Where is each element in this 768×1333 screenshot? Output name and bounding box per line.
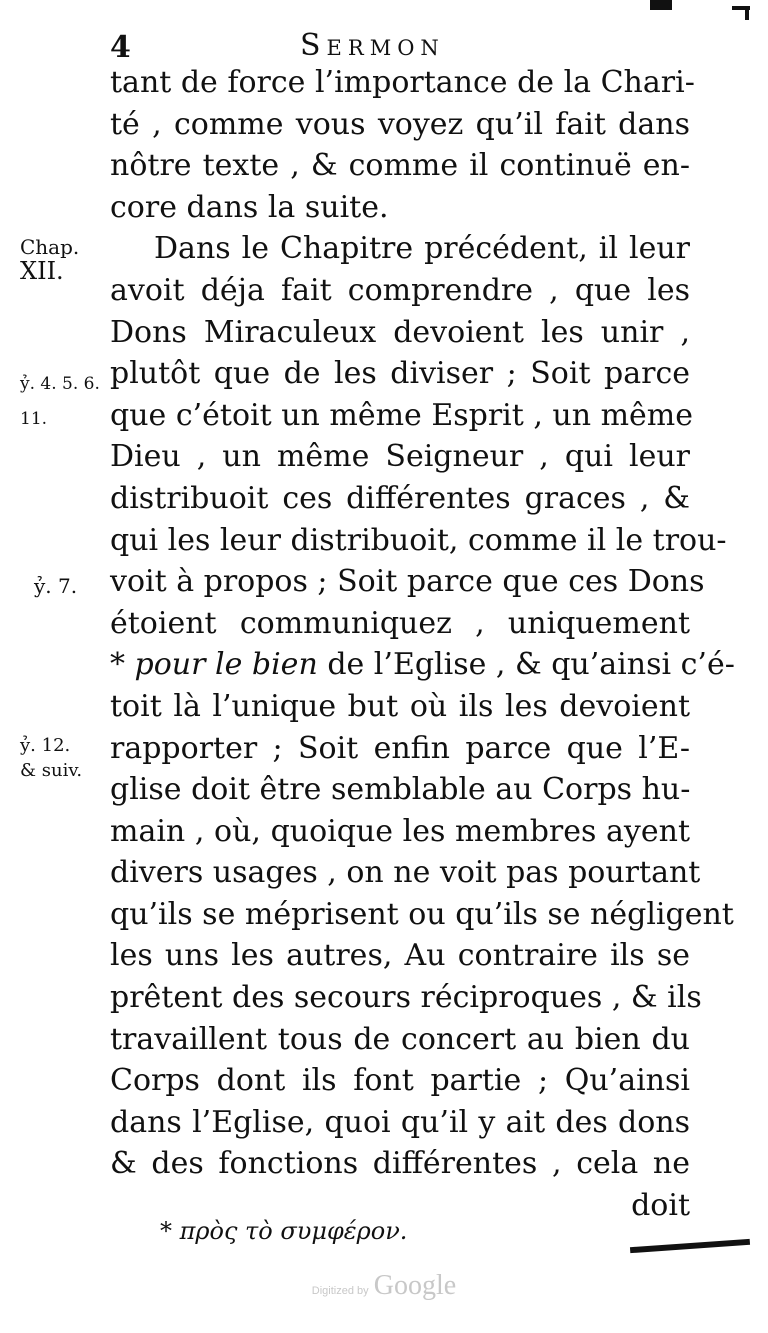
text-line: dans l’Eglise, quoi qu’il y ait des dons (110, 1104, 690, 1140)
italic-phrase: * pour le bien (110, 647, 318, 683)
catchword: doit (631, 1188, 690, 1224)
text-line: té , comme vous voyez qu’il fait dans (110, 106, 690, 142)
margin-note-chapter-number: XII. (20, 257, 64, 285)
text-line: Corps dont ils font partie ; Qu’ainsi (110, 1063, 690, 1099)
text-line: tant de force l’importance de la Chari- (110, 65, 695, 100)
text-line-rest: de l’Eglise , & qu’ainsi c’é- (327, 647, 735, 683)
text-line: toit là l’unique but où ils les devoient (110, 688, 690, 724)
text-line: glise doit être semblable au Corps hu- (110, 772, 691, 808)
ink-smudge (650, 0, 672, 10)
body-text (110, 62, 735, 1227)
ink-smudge (745, 6, 749, 20)
text-line: les uns les autres, Au contraire ils se (110, 938, 690, 974)
text-line: étoient communiquez , uniquement (110, 605, 690, 641)
watermark-prefix: Digitized by (311, 1285, 369, 1297)
margin-note-verse: ỷ. 12. (20, 735, 71, 756)
margin-note-verse: ỷ. 7. (34, 574, 78, 598)
text-line: Dons Miraculeux devoient les unir , (110, 314, 690, 350)
text-line: divers usages , on ne voit pas pourtant (110, 855, 701, 891)
text-line: avoit déja fait comprendre , que les (110, 272, 690, 308)
margin-note-verse: 11. (20, 409, 48, 429)
page-number: 4 (110, 30, 131, 65)
text-line: qu’ils se méprisent ou qu’ils se négligent (110, 896, 734, 932)
text-line: Dieu , un même Seigneur , qui leur (110, 439, 690, 475)
text-line: travaillent tous de concert au bien du (110, 1021, 690, 1057)
digitization-watermark (0, 1270, 768, 1302)
ink-smudge (630, 1239, 750, 1253)
text-line-with-italic (110, 644, 735, 686)
text-line: main , où, quoique les membres ayent (110, 813, 690, 849)
text-line: plutôt que de les diviser ; Soit parce (110, 356, 690, 392)
watermark-logo: Google (373, 1270, 457, 1301)
text-line: rapporter ; Soit enfin parce que l’E- (110, 730, 690, 766)
text-line: que c’étoit un même Esprit , un même (110, 397, 694, 433)
text-line: & des fonctions différentes , cela ne (110, 1146, 690, 1182)
text-line: core dans la suite. (110, 189, 389, 225)
text-line: nôtre texte , & comme il continuë en- (110, 148, 690, 184)
text-line: distribuoit ces différentes graces , & (110, 480, 690, 516)
text-line: Dans le Chapitre précédent, il leur (154, 231, 690, 267)
text-line: prêtent des secours réciproques , & ils (110, 980, 702, 1016)
footnote: * πρὸς τὸ συμφέρον. (160, 1217, 408, 1245)
margin-note-verse: & suiv. (20, 760, 83, 781)
text-line: qui les leur distribuoit, comme il le trou- (110, 522, 727, 558)
text-line: voit à propos ; Soit parce que ces Dons (110, 564, 705, 600)
running-title: Sermon (300, 28, 445, 63)
margin-note-verse: ỷ. 4. 5. 6. (20, 374, 100, 394)
margin-note-chapter: Chap. (20, 235, 80, 259)
